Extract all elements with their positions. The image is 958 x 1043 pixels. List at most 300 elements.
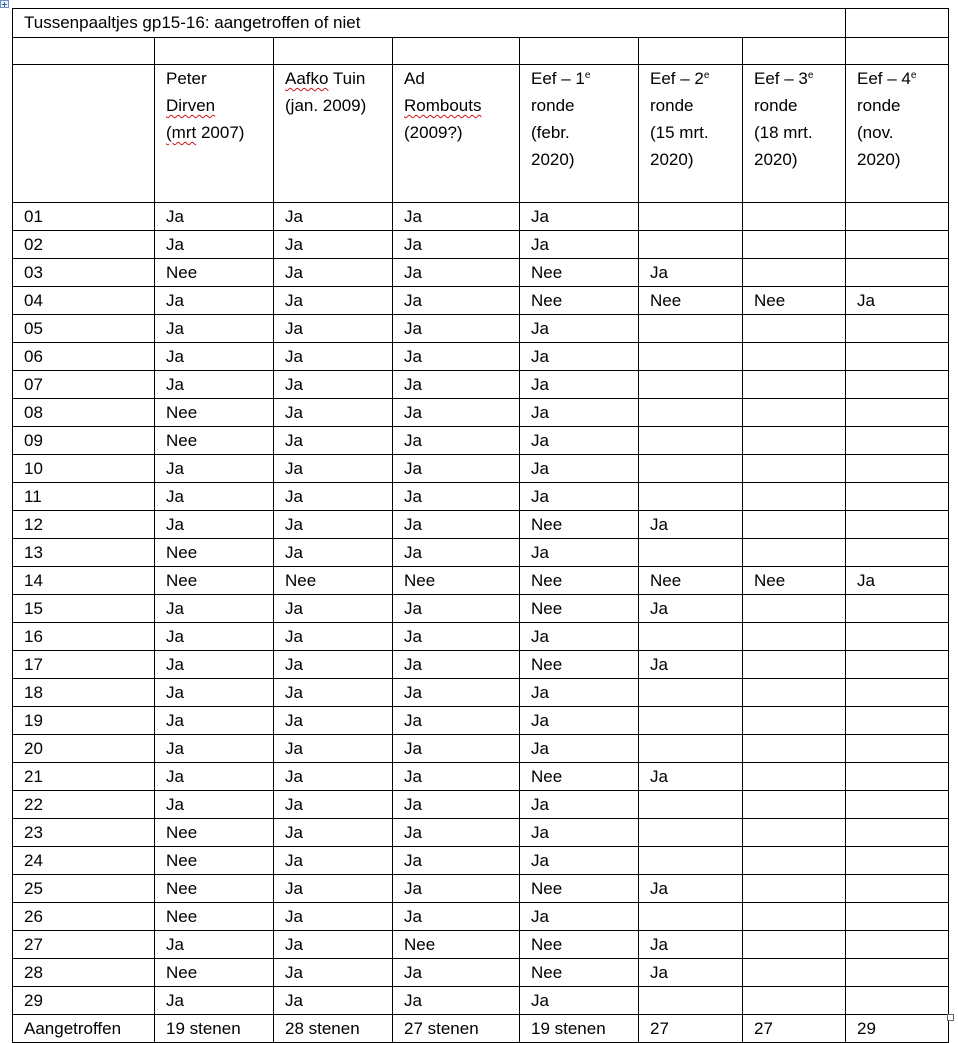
footer-label-cell[interactable]: Aangetroffen xyxy=(13,1015,155,1043)
table-cell[interactable]: Ja xyxy=(520,483,639,511)
table-cell[interactable] xyxy=(846,595,949,623)
row-number-cell[interactable]: 18 xyxy=(13,679,155,707)
table-cell[interactable]: Nee xyxy=(743,567,846,595)
table-cell[interactable]: Ja xyxy=(155,735,274,763)
footer-total-cell[interactable]: 29 xyxy=(846,1015,949,1043)
table-cell[interactable]: Ja xyxy=(520,203,639,231)
table-cell[interactable]: Ja xyxy=(639,959,743,987)
table-cell[interactable]: Ja xyxy=(639,259,743,287)
table-cell[interactable] xyxy=(743,903,846,931)
table-cell[interactable]: Nee xyxy=(155,903,274,931)
table-cell[interactable]: Ja xyxy=(274,679,393,707)
table-cell[interactable]: Ja xyxy=(520,427,639,455)
row-number-cell[interactable]: 03 xyxy=(13,259,155,287)
header-cell[interactable] xyxy=(639,65,743,203)
table-cell[interactable]: Ja xyxy=(155,931,274,959)
table-cell[interactable]: Nee xyxy=(155,399,274,427)
table-cell[interactable] xyxy=(743,679,846,707)
table-cell[interactable]: Ja xyxy=(393,343,520,371)
row-number-cell[interactable]: 26 xyxy=(13,903,155,931)
table-cell[interactable] xyxy=(639,903,743,931)
table-cell[interactable]: Ja xyxy=(274,231,393,259)
table-cell[interactable] xyxy=(846,343,949,371)
footer-total-cell[interactable]: 28 stenen xyxy=(274,1015,393,1043)
table-cell[interactable]: Ja xyxy=(274,651,393,679)
table-cell[interactable] xyxy=(274,38,393,65)
header-base: Eef – 4 xyxy=(857,69,911,88)
row-number-cell[interactable]: 01 xyxy=(13,203,155,231)
row-number-cell[interactable]: 15 xyxy=(13,595,155,623)
table-cell[interactable]: Ja xyxy=(639,511,743,539)
table-cell[interactable]: Ja xyxy=(155,203,274,231)
table-cell[interactable] xyxy=(846,987,949,1015)
table-cell[interactable]: Ja xyxy=(520,623,639,651)
table-cell[interactable]: Nee xyxy=(155,259,274,287)
table-row xyxy=(13,371,949,399)
table-cell[interactable] xyxy=(743,38,846,65)
table-cell[interactable] xyxy=(743,539,846,567)
table-cell[interactable] xyxy=(846,427,949,455)
table-cell[interactable]: Nee xyxy=(520,287,639,315)
table-cell[interactable]: Ja xyxy=(155,763,274,791)
header-line xyxy=(857,65,948,92)
table-cell[interactable]: Ja xyxy=(393,455,520,483)
table-cell[interactable] xyxy=(639,371,743,399)
table-cell[interactable] xyxy=(639,847,743,875)
table-cell[interactable] xyxy=(639,343,743,371)
table-cell[interactable] xyxy=(846,203,949,231)
table-cell[interactable] xyxy=(639,455,743,483)
header-line: Ad xyxy=(404,69,425,88)
table-move-handle-icon[interactable] xyxy=(0,0,9,8)
table-cell[interactable] xyxy=(846,371,949,399)
table-cell[interactable] xyxy=(639,399,743,427)
row-number-cell[interactable]: 16 xyxy=(13,623,155,651)
table-cell[interactable]: Ja xyxy=(155,231,274,259)
table-row xyxy=(13,483,949,511)
table-row xyxy=(13,399,949,427)
footer-total-cell[interactable]: 27 xyxy=(743,1015,846,1043)
header-line xyxy=(285,65,392,92)
table-cell[interactable]: Ja xyxy=(520,231,639,259)
table-cell[interactable] xyxy=(743,259,846,287)
table-cell[interactable]: Ja xyxy=(155,315,274,343)
table-cell[interactable]: Ja xyxy=(520,735,639,763)
table-cell[interactable] xyxy=(393,38,520,65)
table-cell[interactable] xyxy=(639,679,743,707)
table-cell[interactable]: Ja xyxy=(155,483,274,511)
table-cell[interactable]: Ja xyxy=(393,259,520,287)
table-cell[interactable]: Ja xyxy=(393,231,520,259)
table-cell[interactable]: Ja xyxy=(155,511,274,539)
table-cell[interactable]: Ja xyxy=(846,567,949,595)
table-cell[interactable]: Ja xyxy=(520,343,639,371)
table-cell[interactable]: Ja xyxy=(155,707,274,735)
table-cell[interactable] xyxy=(520,38,639,65)
table-cell[interactable]: Nee xyxy=(520,595,639,623)
table-cell[interactable]: Ja xyxy=(274,371,393,399)
table-cell[interactable] xyxy=(639,987,743,1015)
table-resize-handle-icon[interactable] xyxy=(947,1014,954,1021)
table-row xyxy=(13,763,949,791)
row-number-cell[interactable]: 17 xyxy=(13,651,155,679)
table-cell[interactable] xyxy=(846,315,949,343)
table-cell[interactable] xyxy=(846,707,949,735)
table-cell[interactable]: Ja xyxy=(393,875,520,903)
table-cell[interactable]: Ja xyxy=(520,987,639,1015)
header-line xyxy=(166,92,273,119)
table-cell[interactable] xyxy=(743,315,846,343)
table-cell[interactable]: Ja xyxy=(274,735,393,763)
table-cell[interactable]: Nee xyxy=(393,567,520,595)
table-cell[interactable] xyxy=(846,259,949,287)
table-cell[interactable]: Ja xyxy=(274,343,393,371)
table-cell[interactable] xyxy=(743,651,846,679)
table-cell[interactable]: Ja xyxy=(155,623,274,651)
table-cell[interactable]: Ja xyxy=(155,791,274,819)
header-word: Tuin xyxy=(332,69,366,88)
table-cell[interactable]: Nee xyxy=(520,259,639,287)
table-cell[interactable]: Ja xyxy=(393,315,520,343)
table-cell[interactable]: Ja xyxy=(393,399,520,427)
header-superscript: e xyxy=(584,70,591,81)
table-cell[interactable] xyxy=(743,931,846,959)
row-number-cell[interactable]: 02 xyxy=(13,231,155,259)
table-cell[interactable] xyxy=(743,371,846,399)
table-cell[interactable]: Nee xyxy=(155,875,274,903)
row-number-cell[interactable]: 28 xyxy=(13,959,155,987)
footer-total-cell[interactable]: 27 stenen xyxy=(393,1015,520,1043)
table-cell[interactable]: Nee xyxy=(520,651,639,679)
table-cell[interactable]: Ja xyxy=(846,287,949,315)
table-cell[interactable] xyxy=(639,231,743,259)
header-word: Dirven xyxy=(166,96,216,115)
table-cell[interactable]: Ja xyxy=(639,595,743,623)
table-cell[interactable] xyxy=(846,511,949,539)
table-cell[interactable] xyxy=(743,595,846,623)
table-cell[interactable] xyxy=(846,231,949,259)
table-cell[interactable]: Nee xyxy=(155,959,274,987)
table-cell[interactable]: Ja xyxy=(155,287,274,315)
table-cell[interactable]: Ja xyxy=(155,987,274,1015)
table-cell[interactable]: Ja xyxy=(274,595,393,623)
table-row xyxy=(13,651,949,679)
table-cell[interactable]: Ja xyxy=(393,651,520,679)
table-row xyxy=(13,903,949,931)
table-cell[interactable] xyxy=(846,763,949,791)
table-cell[interactable] xyxy=(743,231,846,259)
table-cell[interactable] xyxy=(743,791,846,819)
table-cell[interactable]: Ja xyxy=(274,511,393,539)
table-cell[interactable]: Ja xyxy=(274,819,393,847)
table-row xyxy=(13,735,949,763)
table-cell[interactable]: Ja xyxy=(393,371,520,399)
table-row xyxy=(13,819,949,847)
table-cell[interactable]: Ja xyxy=(274,539,393,567)
table-title[interactable]: Tussenpaaltjes gp15-16: aangetroffen of niet xyxy=(13,9,846,38)
header-cell[interactable] xyxy=(743,65,846,203)
header-word: 2007) xyxy=(200,123,245,142)
row-number-cell[interactable]: 12 xyxy=(13,511,155,539)
table-cell[interactable] xyxy=(846,679,949,707)
table-cell[interactable]: Ja xyxy=(520,847,639,875)
table-cell[interactable]: Ja xyxy=(520,399,639,427)
table-cell[interactable]: Ja xyxy=(393,791,520,819)
table-cell[interactable]: Ja xyxy=(393,511,520,539)
table-cell[interactable]: Ja xyxy=(520,315,639,343)
table-cell[interactable]: Ja xyxy=(274,707,393,735)
table-cell[interactable]: Ja xyxy=(155,455,274,483)
table-cell[interactable]: Ja xyxy=(393,987,520,1015)
row-number-cell[interactable]: 19 xyxy=(13,707,155,735)
header-line: (febr. xyxy=(531,123,570,142)
table-cell[interactable] xyxy=(743,427,846,455)
row-number-cell[interactable]: 29 xyxy=(13,987,155,1015)
table-row xyxy=(13,595,949,623)
table-cell[interactable]: Ja xyxy=(393,903,520,931)
row-number-cell[interactable]: 27 xyxy=(13,931,155,959)
table-cell[interactable]: Ja xyxy=(155,343,274,371)
table-cell[interactable]: Ja xyxy=(393,735,520,763)
header-line: ronde xyxy=(650,96,694,115)
row-number-cell[interactable]: 22 xyxy=(13,791,155,819)
table-cell[interactable]: Nee xyxy=(393,931,520,959)
table-cell[interactable]: Ja xyxy=(639,931,743,959)
table-cell[interactable] xyxy=(846,903,949,931)
table-cell[interactable]: Ja xyxy=(274,483,393,511)
footer-total-cell[interactable]: 27 xyxy=(639,1015,743,1043)
table-cell[interactable]: Nee xyxy=(639,287,743,315)
table-cell[interactable] xyxy=(743,819,846,847)
table-cell[interactable]: Ja xyxy=(393,483,520,511)
table-cell[interactable] xyxy=(846,9,949,38)
table-cell[interactable]: Ja xyxy=(639,651,743,679)
table-cell[interactable]: Ja xyxy=(274,959,393,987)
table-cell[interactable] xyxy=(743,707,846,735)
table-cell[interactable] xyxy=(743,203,846,231)
header-word: (mrt xyxy=(166,123,197,142)
row-number-cell[interactable]: 20 xyxy=(13,735,155,763)
table-cell[interactable] xyxy=(639,623,743,651)
row-number-cell[interactable]: 06 xyxy=(13,343,155,371)
table-cell[interactable]: Ja xyxy=(393,707,520,735)
table-cell[interactable]: Nee xyxy=(743,287,846,315)
table-cell[interactable]: Ja xyxy=(520,903,639,931)
table-cell[interactable] xyxy=(846,651,949,679)
row-number-cell[interactable]: 23 xyxy=(13,819,155,847)
table-cell[interactable]: Ja xyxy=(393,623,520,651)
table-cell[interactable]: Ja xyxy=(274,791,393,819)
table-cell[interactable] xyxy=(639,315,743,343)
table-cell[interactable]: Ja xyxy=(274,903,393,931)
table-cell[interactable] xyxy=(639,791,743,819)
table-cell[interactable] xyxy=(13,38,155,65)
table-cell[interactable]: Nee xyxy=(155,427,274,455)
row-number-cell[interactable]: 08 xyxy=(13,399,155,427)
table-cell[interactable] xyxy=(846,38,949,65)
header-cell[interactable] xyxy=(155,65,274,203)
table-cell[interactable] xyxy=(846,623,949,651)
table-cell[interactable] xyxy=(846,875,949,903)
header-cell[interactable] xyxy=(520,65,639,203)
table-cell[interactable] xyxy=(639,539,743,567)
table-row xyxy=(13,427,949,455)
table-cell[interactable] xyxy=(743,959,846,987)
table-cell[interactable] xyxy=(743,763,846,791)
header-line xyxy=(166,119,273,146)
row-number-cell[interactable]: 13 xyxy=(13,539,155,567)
table-cell[interactable] xyxy=(639,203,743,231)
table-cell[interactable]: Ja xyxy=(639,875,743,903)
table-cell[interactable]: Ja xyxy=(393,427,520,455)
table-cell[interactable] xyxy=(846,735,949,763)
table-cell[interactable]: Ja xyxy=(274,763,393,791)
header-line xyxy=(650,65,742,92)
table-cell[interactable] xyxy=(743,511,846,539)
table-cell[interactable]: Ja xyxy=(520,539,639,567)
header-cell[interactable] xyxy=(846,65,949,203)
table-cell[interactable] xyxy=(743,483,846,511)
table-cell[interactable]: Nee xyxy=(639,567,743,595)
table-cell[interactable] xyxy=(743,735,846,763)
table-cell[interactable]: Ja xyxy=(274,287,393,315)
table-cell[interactable]: Ja xyxy=(393,595,520,623)
table-row xyxy=(13,847,949,875)
table-row xyxy=(13,623,949,651)
table-cell[interactable]: Ja xyxy=(639,763,743,791)
row-number-cell[interactable]: 07 xyxy=(13,371,155,399)
table-cell[interactable] xyxy=(846,931,949,959)
table-cell[interactable]: Ja xyxy=(393,763,520,791)
table-cell[interactable] xyxy=(743,343,846,371)
table-cell[interactable] xyxy=(846,791,949,819)
table-cell[interactable] xyxy=(639,427,743,455)
row-number-cell[interactable]: 05 xyxy=(13,315,155,343)
row-number-cell[interactable]: 21 xyxy=(13,763,155,791)
header-line: (15 mrt. xyxy=(650,123,709,142)
table-cell[interactable]: Ja xyxy=(393,959,520,987)
table-cell[interactable]: Ja xyxy=(274,847,393,875)
table-cell[interactable]: Ja xyxy=(155,679,274,707)
row-number-cell[interactable]: 04 xyxy=(13,287,155,315)
table-cell[interactable]: Nee xyxy=(155,847,274,875)
table-cell[interactable] xyxy=(155,38,274,65)
table-cell[interactable] xyxy=(846,959,949,987)
table-cell[interactable]: Ja xyxy=(520,371,639,399)
table-cell[interactable]: Ja xyxy=(520,679,639,707)
table-cell[interactable]: Nee xyxy=(520,763,639,791)
header-cell[interactable] xyxy=(274,65,393,203)
table-row xyxy=(13,987,949,1015)
row-number-cell[interactable]: 10 xyxy=(13,455,155,483)
header-cell[interactable] xyxy=(393,65,520,203)
table-cell[interactable]: Nee xyxy=(155,567,274,595)
table-cell[interactable]: Ja xyxy=(393,539,520,567)
table-cell[interactable] xyxy=(639,707,743,735)
table-cell[interactable] xyxy=(743,455,846,483)
row-number-cell[interactable]: 09 xyxy=(13,427,155,455)
title-row xyxy=(13,9,949,38)
table-cell[interactable]: Ja xyxy=(274,455,393,483)
table-cell[interactable]: Nee xyxy=(520,567,639,595)
table-cell[interactable]: Ja xyxy=(393,847,520,875)
table-cell[interactable] xyxy=(846,455,949,483)
table-cell[interactable]: Ja xyxy=(274,259,393,287)
table-cell[interactable]: Ja xyxy=(393,819,520,847)
table-cell[interactable]: Ja xyxy=(155,595,274,623)
row-number-cell[interactable]: 11 xyxy=(13,483,155,511)
table-cell[interactable]: Nee xyxy=(520,511,639,539)
table-cell[interactable]: Ja xyxy=(520,707,639,735)
table-cell[interactable]: Ja xyxy=(274,875,393,903)
table-cell[interactable]: Ja xyxy=(274,623,393,651)
table-cell[interactable]: Nee xyxy=(520,959,639,987)
table-cell[interactable] xyxy=(743,399,846,427)
footer-total-cell[interactable]: 19 stenen xyxy=(155,1015,274,1043)
table-cell[interactable]: Ja xyxy=(520,819,639,847)
row-number-cell[interactable]: 24 xyxy=(13,847,155,875)
table-cell[interactable] xyxy=(743,847,846,875)
table-cell[interactable]: Ja xyxy=(393,287,520,315)
table-cell[interactable]: Ja xyxy=(520,791,639,819)
footer-total-cell[interactable]: 19 stenen xyxy=(520,1015,639,1043)
table-cell[interactable]: Ja xyxy=(393,203,520,231)
spacer-row xyxy=(13,38,949,65)
table-cell[interactable]: Ja xyxy=(155,651,274,679)
table-row xyxy=(13,259,949,287)
row-number-cell[interactable]: 25 xyxy=(13,875,155,903)
header-line: 2020) xyxy=(857,150,901,169)
header-base: Eef – 1 xyxy=(531,69,585,88)
table-cell[interactable]: Nee xyxy=(520,875,639,903)
table-cell[interactable] xyxy=(846,819,949,847)
table-cell[interactable]: Ja xyxy=(274,427,393,455)
table-row xyxy=(13,679,949,707)
table-cell[interactable] xyxy=(743,875,846,903)
table-cell[interactable] xyxy=(639,819,743,847)
table-cell[interactable] xyxy=(743,623,846,651)
header-line xyxy=(754,65,845,92)
table-cell[interactable]: Ja xyxy=(274,399,393,427)
table-cell[interactable] xyxy=(639,38,743,65)
table-cell[interactable]: Ja xyxy=(274,987,393,1015)
table-cell[interactable] xyxy=(846,483,949,511)
table-cell[interactable]: Ja xyxy=(274,315,393,343)
header-line: (2009?) xyxy=(404,123,463,142)
table-cell[interactable]: Nee xyxy=(155,539,274,567)
header-line: Peter xyxy=(166,69,207,88)
table-cell[interactable] xyxy=(846,399,949,427)
table-row xyxy=(13,455,949,483)
table-cell[interactable] xyxy=(639,483,743,511)
table-cell[interactable]: Nee xyxy=(520,931,639,959)
table-cell[interactable]: Ja xyxy=(520,455,639,483)
row-number-cell[interactable]: 14 xyxy=(13,567,155,595)
table-cell[interactable]: Ja xyxy=(274,931,393,959)
table-cell[interactable] xyxy=(846,847,949,875)
table-cell[interactable]: Nee xyxy=(155,819,274,847)
header-base: Eef – 3 xyxy=(754,69,808,88)
table-cell[interactable] xyxy=(639,735,743,763)
table-cell[interactable] xyxy=(743,987,846,1015)
table-cell[interactable] xyxy=(846,539,949,567)
table-cell[interactable]: Ja xyxy=(393,679,520,707)
table-cell[interactable]: Ja xyxy=(155,371,274,399)
header-line: 2020) xyxy=(650,150,694,169)
table-cell[interactable]: Ja xyxy=(274,203,393,231)
table-cell[interactable]: Nee xyxy=(274,567,393,595)
header-cell-empty[interactable] xyxy=(13,65,155,203)
